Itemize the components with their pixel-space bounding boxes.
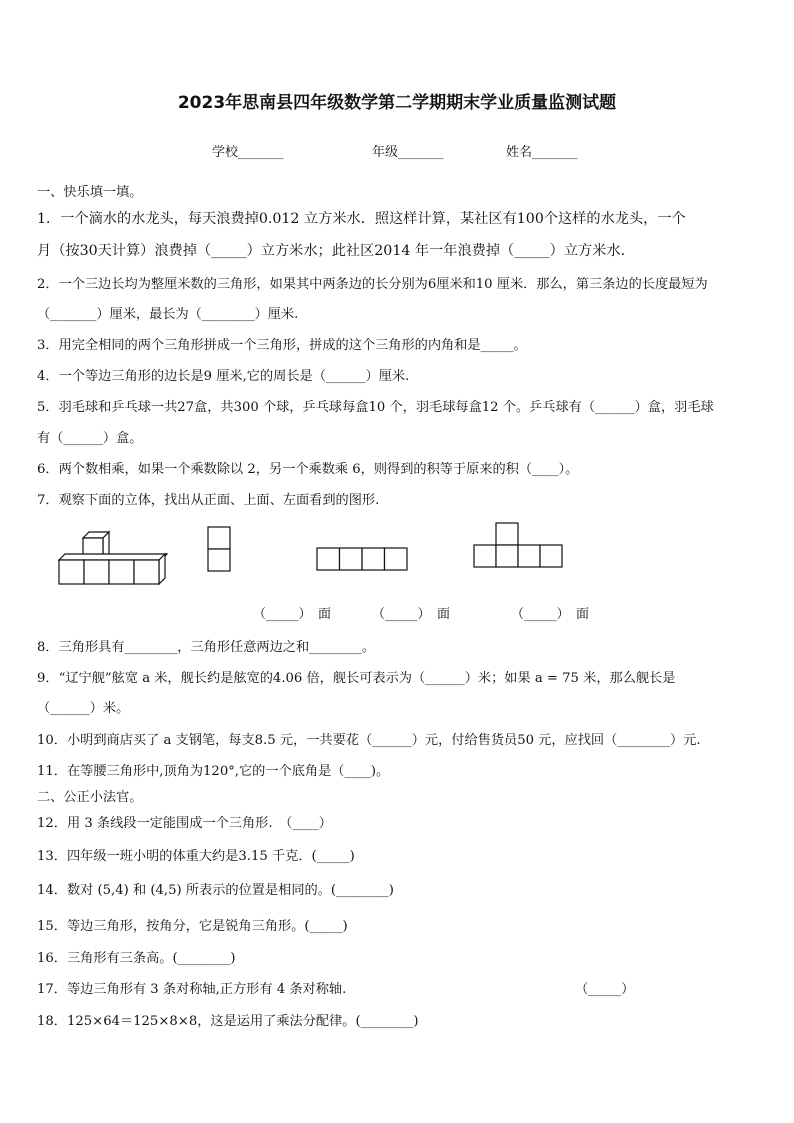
question-14: 14．数对 (5,4) 和 (4,5) 所表示的位置是相同的。(________): [37, 883, 394, 898]
view-c-cell-2: [496, 545, 518, 567]
question-5-line-1: 5．羽毛球和乒乓球一共27盒，共300 个球，乒乓球每盒10 个，羽毛球每盒12 个。乒乓球有（______）盒，羽毛球: [37, 400, 714, 415]
grade-field: 年级_______: [372, 145, 444, 160]
view-c-cell-3: [518, 545, 540, 567]
solid-bottom-top-face: [59, 554, 167, 560]
solid-front-cell-4: [134, 560, 159, 584]
face-answer-1: （_____） 面: [253, 607, 332, 622]
page-title: 2023年思南县四年级数学第二学期期末学业质量监测试题: [177, 93, 617, 113]
question-13: 13．四年级一班小明的体重大约是3.15 千克．(_____): [37, 849, 355, 864]
view-b-cell-4: [385, 548, 408, 570]
question-4: 4．一个等边三角形的边长是9 厘米,它的周长是（______）厘米.: [37, 369, 410, 384]
view-figure-a: [206, 525, 234, 575]
question-5-line-2: 有（______）盒。: [37, 431, 143, 446]
question-15: 15．等边三角形，按角分，它是锐角三角形。(_____): [37, 919, 348, 934]
question-1-line-2: 月（按30天计算）浪费掉（_____）立方米水；此社区2014 年一年浪费掉（_____）立方米水．: [37, 243, 635, 259]
view-b-cell-2: [340, 548, 363, 570]
view-c-cell-1: [474, 545, 496, 567]
solid-front-cell-1: [59, 560, 84, 584]
solid-right-face: [159, 554, 165, 584]
question-1-line-1: 1．一个滴水的水龙头，每天浪费掉0.012 立方米水．照这样计算，某社区有100个这样的水龙头，一个: [37, 211, 686, 227]
solid-figure-drawing: [56, 524, 168, 586]
view-b-cell-1: [317, 548, 340, 570]
question-2-line-2: （_______）厘米，最长为（________）厘米.: [37, 307, 299, 322]
question-17: 17．等边三角形有 3 条对称轴,正方形有 4 条对称轴.: [37, 982, 347, 997]
question-11: 11．在等腰三角形中,顶角为120°,它的一个底角是（____)。: [37, 764, 390, 779]
solid-front-cell-3: [109, 560, 134, 584]
question-12: 12．用 3 条线段一定能围成一个三角形. （____）: [37, 816, 332, 831]
question-10: 10．小明到商店买了 a 支钢笔，每支8.5 元，一共要花（______）元，付给售货员50 元，应找回（________）元.: [37, 733, 701, 748]
view-figure-c: [472, 521, 568, 571]
school-field: 学校_______: [212, 145, 284, 160]
question-9-line-1: 9．“辽宁舰”舷宽 a 米，舰长约是舷宽的4.06 倍，舰长可表示为（______）米；如果 a = 75 米，那么舰长是: [37, 671, 676, 686]
face-answer-2: （_____） 面: [372, 607, 451, 622]
name-field: 姓名_______: [506, 145, 578, 160]
section-heading-2: 二、公正小法官。: [37, 790, 143, 805]
question-18: 18．125×64＝125×8×8，这是运用了乘法分配律。(________): [37, 1014, 419, 1029]
section-heading-1: 一、快乐填一填。: [37, 185, 143, 200]
view-c-top-cell: [496, 523, 518, 545]
question-16: 16．三角形有三条高。(________): [37, 951, 236, 966]
question-2-line-1: 2．一个三边长均为整厘米数的三角形，如果其中两条边的长分别为6厘米和10 厘米．那么，第三条边的长度最短为: [37, 277, 708, 292]
question-9-line-2: （______）米。: [37, 701, 130, 716]
question-6: 6．两个数相乘，如果一个乘数除以 2，另一个乘数乘 6，则得到的积等于原来的积（____）。: [37, 462, 579, 477]
view-c-cell-4: [540, 545, 562, 567]
view-figure-b: [315, 546, 411, 574]
question-3: 3．用完全相同的两个三角形拼成一个三角形，拼成的这个三角形的内角和是_____。: [37, 338, 527, 353]
view-a-cell-2: [208, 549, 230, 571]
face-answer-3: （_____） 面: [511, 607, 590, 622]
view-a-cell-1: [208, 527, 230, 549]
question-7: 7．观察下面的立体，找出从正面、上面、左面看到的图形.: [37, 493, 380, 508]
solid-front-cell-2: [84, 560, 109, 584]
question-8: 8．三角形具有________，三角形任意两边之和________。: [37, 640, 376, 655]
question-17-answer: （_____）: [575, 982, 635, 997]
view-b-cell-3: [362, 548, 385, 570]
